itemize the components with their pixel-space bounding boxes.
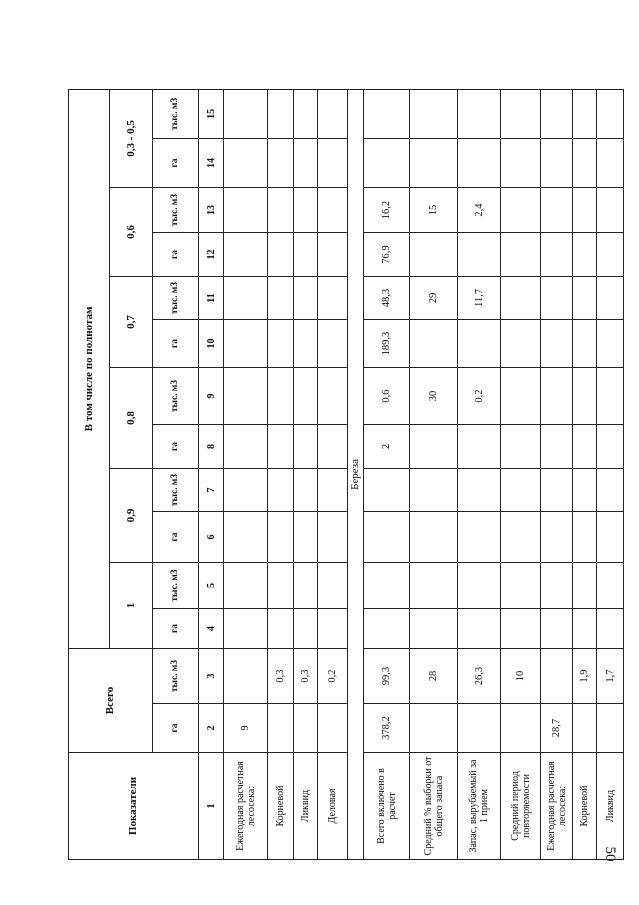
table-cell: 378,2 <box>364 704 410 753</box>
table-cell <box>224 368 268 425</box>
column-number: 4 <box>199 609 224 649</box>
row-label: Ежегодная расчетная лесосека: <box>224 753 268 860</box>
table-cell <box>458 233 501 277</box>
row-label: Ликвид <box>294 753 318 860</box>
table-cell <box>597 233 624 277</box>
table-body-bottom <box>364 89 624 859</box>
table-cell <box>458 609 501 649</box>
table-cell: 99,3 <box>364 649 410 704</box>
table-cell <box>541 277 573 320</box>
table-cell <box>318 277 348 320</box>
table-cell <box>318 425 348 469</box>
table-cell <box>294 188 318 233</box>
unit-header: га <box>153 139 199 188</box>
table-cell: 0,3 <box>294 649 318 704</box>
column-number: 9 <box>199 368 224 425</box>
column-number: 15 <box>199 89 224 138</box>
column-number: 3 <box>199 649 224 704</box>
table-cell <box>268 469 294 512</box>
header-density-0-7: 0,7 <box>110 277 153 368</box>
row-label: Средний период повторяемости <box>501 753 541 860</box>
table-cell <box>318 563 348 609</box>
table-cell <box>458 89 501 138</box>
header-density-0-8: 0,8 <box>110 368 153 469</box>
table-cell <box>501 609 541 649</box>
table-cell: 9 <box>224 704 268 753</box>
table-cell <box>597 563 624 609</box>
table-cell <box>573 563 597 609</box>
table-cell <box>224 563 268 609</box>
table-cell <box>410 609 458 649</box>
table-cell: 16,2 <box>364 188 410 233</box>
column-number: 13 <box>199 188 224 233</box>
table-cell <box>541 512 573 563</box>
table-cell <box>364 512 410 563</box>
table-cell <box>597 139 624 188</box>
table-cell <box>294 277 318 320</box>
table-cell <box>364 89 410 138</box>
table-cell <box>597 425 624 469</box>
table-cell <box>410 233 458 277</box>
table-cell: 0,3 <box>268 649 294 704</box>
table-cell: 28 <box>410 649 458 704</box>
table-cell <box>501 233 541 277</box>
table-cell <box>294 609 318 649</box>
table-cell <box>541 425 573 469</box>
table-section <box>348 89 364 859</box>
table-cell <box>458 139 501 188</box>
table-cell <box>573 368 597 425</box>
table-cell <box>224 469 268 512</box>
table-cell <box>573 512 597 563</box>
table-cell <box>573 139 597 188</box>
unit-header: га <box>153 233 199 277</box>
table-cell <box>224 233 268 277</box>
table-cell <box>294 368 318 425</box>
table-cell <box>294 425 318 469</box>
table-cell <box>410 469 458 512</box>
table-cell <box>268 704 294 753</box>
table-cell <box>573 704 597 753</box>
table-cell <box>458 512 501 563</box>
table-cell <box>597 704 624 753</box>
table-row <box>541 89 573 859</box>
table-cell <box>294 512 318 563</box>
table-cell <box>501 320 541 368</box>
table-cell <box>501 89 541 138</box>
table-cell <box>573 277 597 320</box>
table-cell <box>268 563 294 609</box>
table-cell <box>501 425 541 469</box>
header-density-0-9: 0,9 <box>110 469 153 563</box>
column-number: 10 <box>199 320 224 368</box>
column-number: 11 <box>199 277 224 320</box>
table-cell <box>294 320 318 368</box>
table-cell <box>224 320 268 368</box>
table-cell <box>410 89 458 138</box>
table-cell <box>294 89 318 138</box>
table-cell <box>318 512 348 563</box>
table-cell: 1,9 <box>573 649 597 704</box>
table-row <box>224 89 268 859</box>
table-cell <box>501 469 541 512</box>
column-number: 8 <box>199 425 224 469</box>
table-cell <box>268 233 294 277</box>
table-cell <box>501 563 541 609</box>
table-cell <box>501 368 541 425</box>
table-cell <box>541 649 573 704</box>
unit-header: тыс. м3 <box>153 649 199 704</box>
table-cell <box>318 609 348 649</box>
table-cell <box>410 563 458 609</box>
row-label: Ликвид <box>597 753 624 860</box>
header-indicators: Показатели <box>69 753 199 860</box>
table-row <box>294 89 318 859</box>
table-cell <box>541 609 573 649</box>
column-number: 2 <box>199 704 224 753</box>
unit-header: га <box>153 320 199 368</box>
table-cell <box>541 469 573 512</box>
table-cell <box>268 368 294 425</box>
table-cell <box>224 277 268 320</box>
table-cell <box>573 425 597 469</box>
table-cell <box>410 425 458 469</box>
table-cell <box>410 704 458 753</box>
table-cell <box>268 139 294 188</box>
table-cell <box>573 469 597 512</box>
table-body-top <box>224 89 348 859</box>
unit-header: тыс. м3 <box>153 89 199 138</box>
column-number: 5 <box>199 563 224 609</box>
table-cell <box>294 704 318 753</box>
table-cell <box>541 188 573 233</box>
table-cell <box>541 368 573 425</box>
unit-header: га <box>153 704 199 753</box>
table-cell <box>318 320 348 368</box>
table-cell <box>597 89 624 138</box>
table-cell <box>501 188 541 233</box>
table-header <box>69 89 224 859</box>
table-row <box>458 89 501 859</box>
table-cell <box>573 233 597 277</box>
table-cell: 48,3 <box>364 277 410 320</box>
table-cell <box>224 649 268 704</box>
table-cell <box>224 188 268 233</box>
column-number: 7 <box>199 469 224 512</box>
table-cell <box>268 512 294 563</box>
table-row <box>364 89 410 859</box>
row-label: Корневой <box>268 753 294 860</box>
table-cell: 0,2 <box>318 649 348 704</box>
unit-header: тыс. м3 <box>153 277 199 320</box>
column-number: 14 <box>199 139 224 188</box>
unit-header: тыс. м3 <box>153 563 199 609</box>
table-cell <box>597 469 624 512</box>
table-cell <box>364 469 410 512</box>
header-total: Всего <box>69 649 153 753</box>
table-row <box>501 89 541 859</box>
table-cell <box>597 368 624 425</box>
table-cell <box>224 512 268 563</box>
table-cell: 28,7 <box>541 704 573 753</box>
table-cell <box>294 139 318 188</box>
table-cell: 189,3 <box>364 320 410 368</box>
table-cell <box>410 512 458 563</box>
table-cell: 10 <box>501 649 541 704</box>
table-cell <box>224 139 268 188</box>
table-row <box>318 89 348 859</box>
table-cell: 1,7 <box>597 649 624 704</box>
table-cell <box>294 233 318 277</box>
table-cell <box>501 139 541 188</box>
table-row <box>573 89 597 859</box>
table-cell <box>573 89 597 138</box>
row-label: Запас, вырубаемый за 1 прием <box>458 753 501 860</box>
table-cell <box>268 425 294 469</box>
row-label: Средний % выборки от общего запаса <box>410 753 458 860</box>
page-number: 50 <box>602 846 618 862</box>
table-cell: 0,6 <box>364 368 410 425</box>
table-cell <box>268 277 294 320</box>
unit-header: тыс. м3 <box>153 469 199 512</box>
table-cell <box>573 609 597 649</box>
header-density-0-6: 0,6 <box>110 188 153 277</box>
table-cell <box>224 425 268 469</box>
row-label: Корневой <box>573 753 597 860</box>
table-cell <box>318 89 348 138</box>
header-density-group: В том числе по полнотам <box>69 89 110 648</box>
table-cell <box>268 320 294 368</box>
unit-header: га <box>153 425 199 469</box>
table-cell <box>364 609 410 649</box>
table-cell <box>458 320 501 368</box>
table-cell <box>318 188 348 233</box>
row-label: Деловая <box>318 753 348 860</box>
column-number: 1 <box>199 753 224 860</box>
table-cell <box>541 320 573 368</box>
table-cell <box>294 563 318 609</box>
table-cell <box>541 89 573 138</box>
table-cell <box>318 139 348 188</box>
table-cell <box>458 563 501 609</box>
unit-header: тыс. м3 <box>153 188 199 233</box>
table-cell <box>597 512 624 563</box>
table-row <box>410 89 458 859</box>
table-cell <box>318 368 348 425</box>
column-number: 6 <box>199 512 224 563</box>
allowable-cut-table <box>68 89 624 860</box>
table-cell <box>410 139 458 188</box>
table-cell: 2 <box>364 425 410 469</box>
table-cell <box>364 563 410 609</box>
table-cell <box>364 139 410 188</box>
table-cell <box>224 609 268 649</box>
row-label: Всего включено в расчет <box>364 753 410 860</box>
table-cell <box>410 320 458 368</box>
table-cell: 0,2 <box>458 368 501 425</box>
table-cell <box>224 89 268 138</box>
header-density-1: 1 <box>110 563 153 649</box>
table-cell: 76,9 <box>364 233 410 277</box>
table-cell <box>294 469 318 512</box>
table-cell <box>501 512 541 563</box>
table-cell <box>501 277 541 320</box>
table-cell <box>573 320 597 368</box>
table-cell <box>597 188 624 233</box>
table-cell <box>597 609 624 649</box>
table-cell <box>268 89 294 138</box>
column-number: 12 <box>199 233 224 277</box>
table-row <box>597 89 624 859</box>
table-cell <box>268 609 294 649</box>
table-cell: 2,4 <box>458 188 501 233</box>
unit-header: тыс. м3 <box>153 368 199 425</box>
table-cell <box>458 704 501 753</box>
header-density-0-3-0-5: 0,3 - 0,5 <box>110 89 153 187</box>
table-cell <box>573 188 597 233</box>
table-cell <box>541 563 573 609</box>
unit-header: га <box>153 512 199 563</box>
table-row <box>268 89 294 859</box>
table-cell <box>597 277 624 320</box>
table-cell <box>501 704 541 753</box>
unit-header: га <box>153 609 199 649</box>
table-cell <box>541 233 573 277</box>
table-cell <box>597 320 624 368</box>
table-cell: 11,7 <box>458 277 501 320</box>
table-cell <box>458 469 501 512</box>
section-title: Береза <box>348 89 364 859</box>
table-cell: 26,3 <box>458 649 501 704</box>
table-cell: 29 <box>410 277 458 320</box>
table-cell <box>541 139 573 188</box>
table-cell: 30 <box>410 368 458 425</box>
table-cell <box>318 233 348 277</box>
row-label: Ежегодная расчетная лесосека: <box>541 753 573 860</box>
table-cell <box>318 469 348 512</box>
table-cell: 15 <box>410 188 458 233</box>
table-cell <box>268 188 294 233</box>
table-cell <box>318 704 348 753</box>
table-cell <box>458 425 501 469</box>
